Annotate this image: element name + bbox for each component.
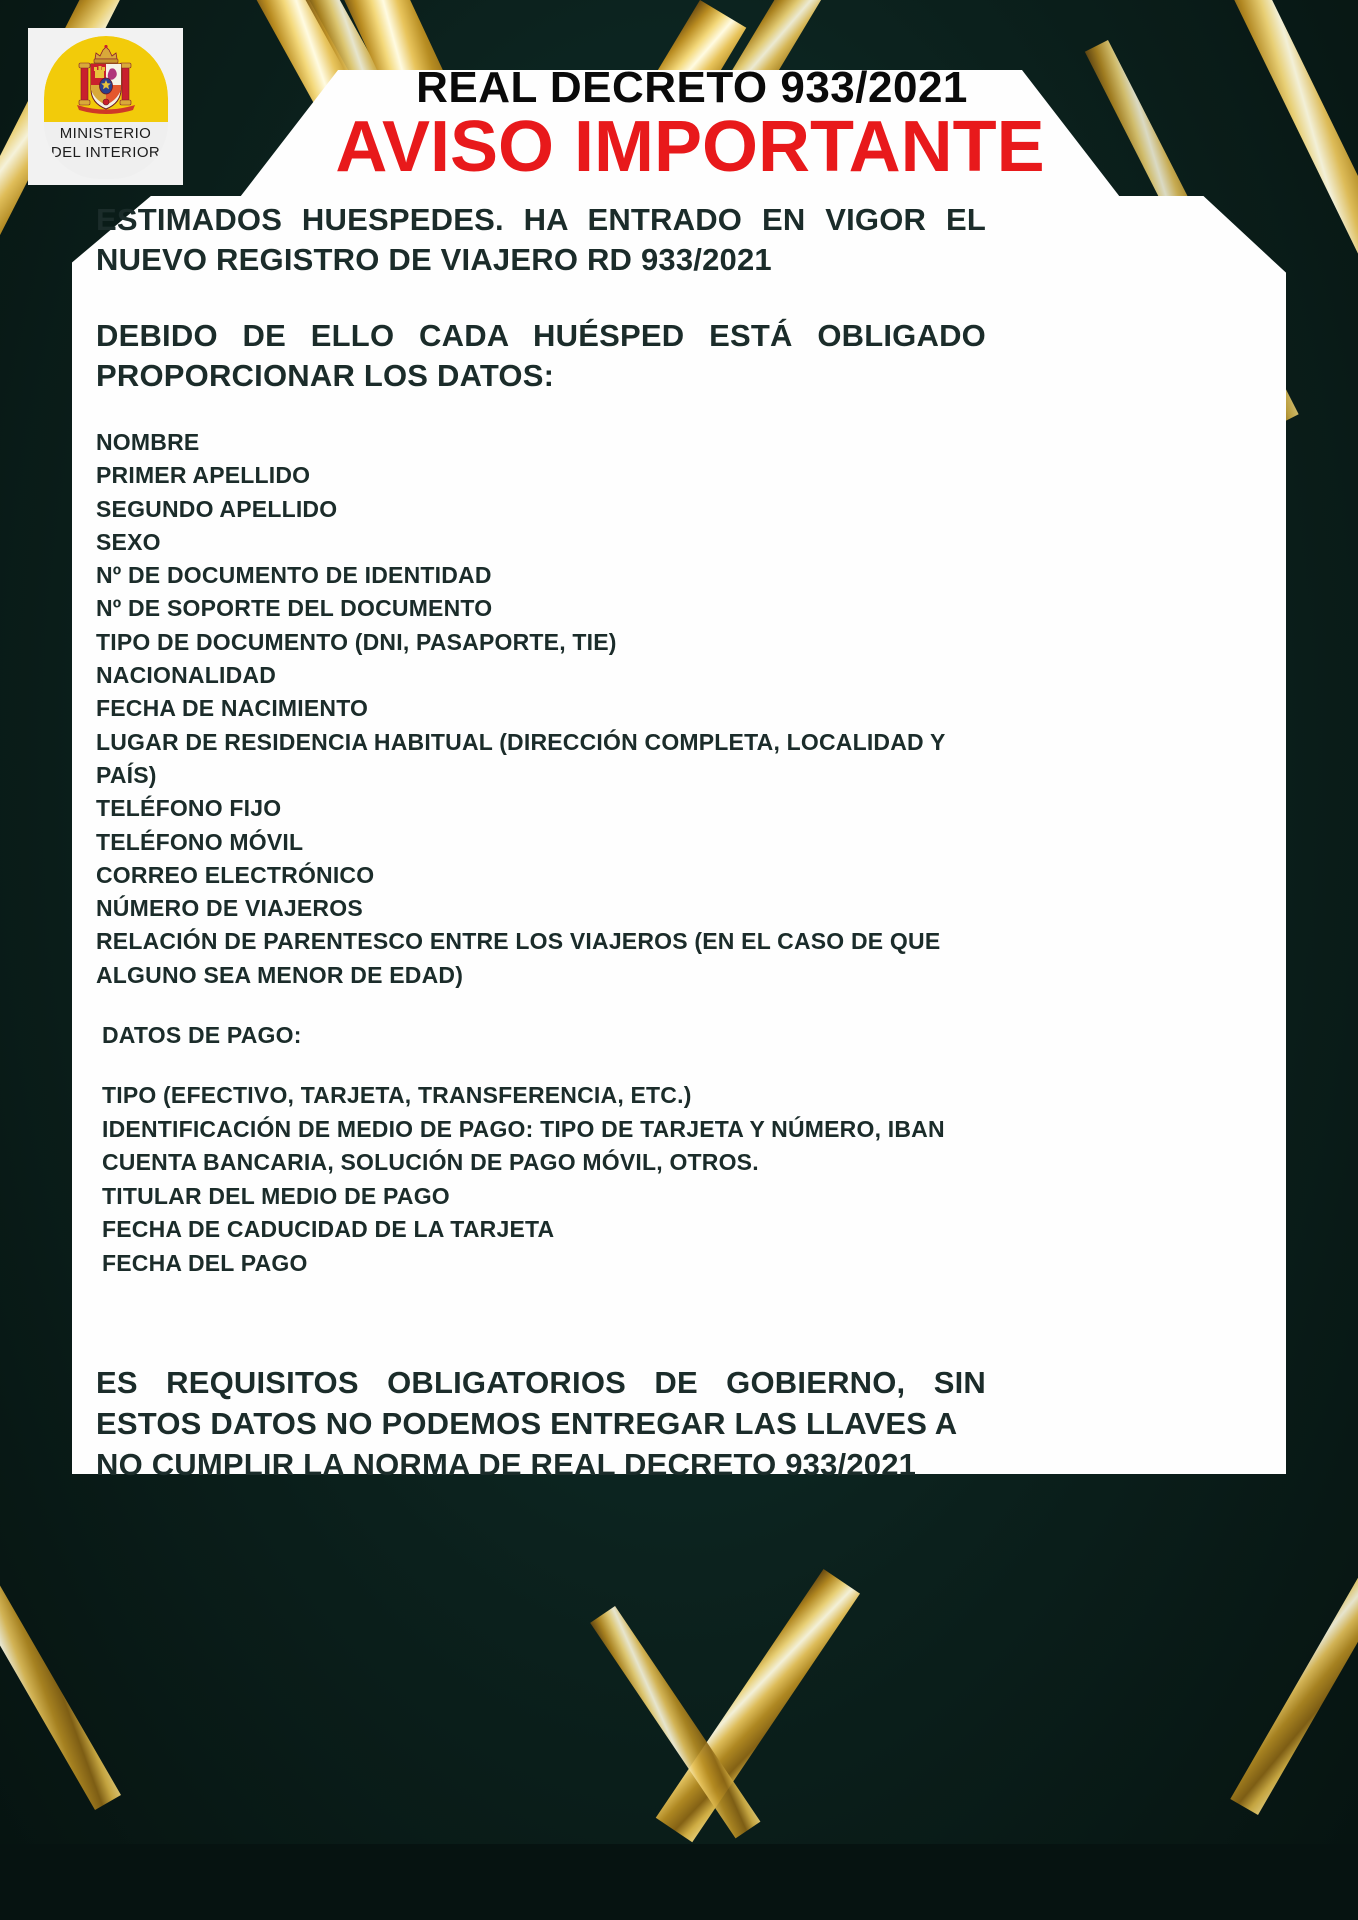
list-item: Nº DE DOCUMENTO DE IDENTIDAD [96, 562, 492, 589]
ministry-logo [28, 28, 183, 185]
notice-title: AVISO IMPORTANTE [335, 107, 1045, 187]
closing-line-3: NO CUMPLIR LA NORMA DE REAL DECRETO 933/2021 [96, 1447, 917, 1483]
spacer [96, 280, 1196, 316]
logo-text [44, 124, 168, 162]
list-item: SEGUNDO APELLIDO [96, 495, 338, 522]
list-item: RELACIÓN DE PARENTESCO ENTRE LOS VIAJEROS (EN EL CASO DE QUE ALGUNO SEA MENOR DE EDAD) [96, 928, 941, 988]
intro-paragraph-1: ESTIMADOS HUESPEDES. HA ENTRADO EN VIGOR EL NUEVO REGISTRO DE VIAJERO RD 933/2021 [96, 202, 986, 277]
list-item: LUGAR DE RESIDENCIA HABITUAL (DIRECCIÓN COMPLETA, LOCALIDAD Y PAÍS) [96, 728, 946, 788]
list-item: NACIONALIDAD [96, 662, 276, 689]
spacer [96, 992, 1196, 1022]
list-item: FECHA DE NACIMIENTO [96, 695, 369, 722]
decree-title: REAL DECRETO 933/2021 [416, 63, 968, 112]
list-item: FECHA DEL PAGO [102, 1249, 308, 1276]
closing-line-1: ES REQUISITOS OBLIGATORIOS DE GOBIERNO, SIN [96, 1365, 986, 1401]
list-item: TIPO DE DOCUMENTO (DNI, PASAPORTE, TIE) [96, 628, 617, 655]
list-item: TITULAR DEL MEDIO DE PAGO [102, 1182, 450, 1209]
list-item: CORREO ELECTRÓNICO [96, 861, 375, 888]
closing-statement [96, 1362, 986, 1485]
bottom-dark-band [0, 1844, 1358, 1920]
logo-badge [44, 36, 168, 179]
list-item: NÚMERO DE VIAJEROS [96, 895, 363, 922]
list-item: NOMBRE [96, 429, 200, 455]
spain-coat-of-arms-icon [75, 45, 137, 117]
logo-line-2: DEL INTERIOR [50, 144, 161, 161]
logo-line-1: MINISTERIO [59, 125, 152, 142]
spacer [96, 1049, 1196, 1079]
list-item: Nº DE SOPORTE DEL DOCUMENTO [96, 595, 493, 622]
list-item: PRIMER APELLIDO [96, 462, 311, 489]
list-item: SEXO [96, 528, 161, 555]
spacer [96, 1280, 1196, 1326]
list-item: TIPO (EFECTIVO, TARJETA, TRANSFERENCIA, ETC.) [102, 1082, 692, 1109]
payment-fields-list [96, 1079, 1002, 1280]
intro-paragraph-2: DEBIDO DE ELLO CADA HUÉSPED ESTÁ OBLIGADO PROPORCIONAR LOS DATOS: [96, 318, 986, 393]
closing-line-2: ESTOS DATOS NO PODEMOS ENTREGAR LAS LLAVES A [96, 1406, 958, 1442]
list-item: TELÉFONO FIJO [96, 795, 282, 822]
list-item: TELÉFONO MÓVIL [96, 828, 304, 855]
payment-section-title: DATOS DE PAGO: [102, 1022, 302, 1049]
spacer [96, 396, 1196, 426]
poster-body [96, 200, 1196, 1485]
spacer [96, 1326, 1196, 1362]
list-item: IDENTIFICACIÓN DE MEDIO DE PAGO: TIPO DE TARJETA Y NÚMERO, IBAN CUENTA BANCARIA, SOLUCIÓN DE PAGO MÓVIL, OTROS. [102, 1115, 945, 1176]
required-fields-list [96, 426, 996, 992]
list-item: FECHA DE CADUCIDAD DE LA TARJETA [102, 1216, 555, 1243]
content-sheet-top-wedge [230, 70, 1130, 210]
